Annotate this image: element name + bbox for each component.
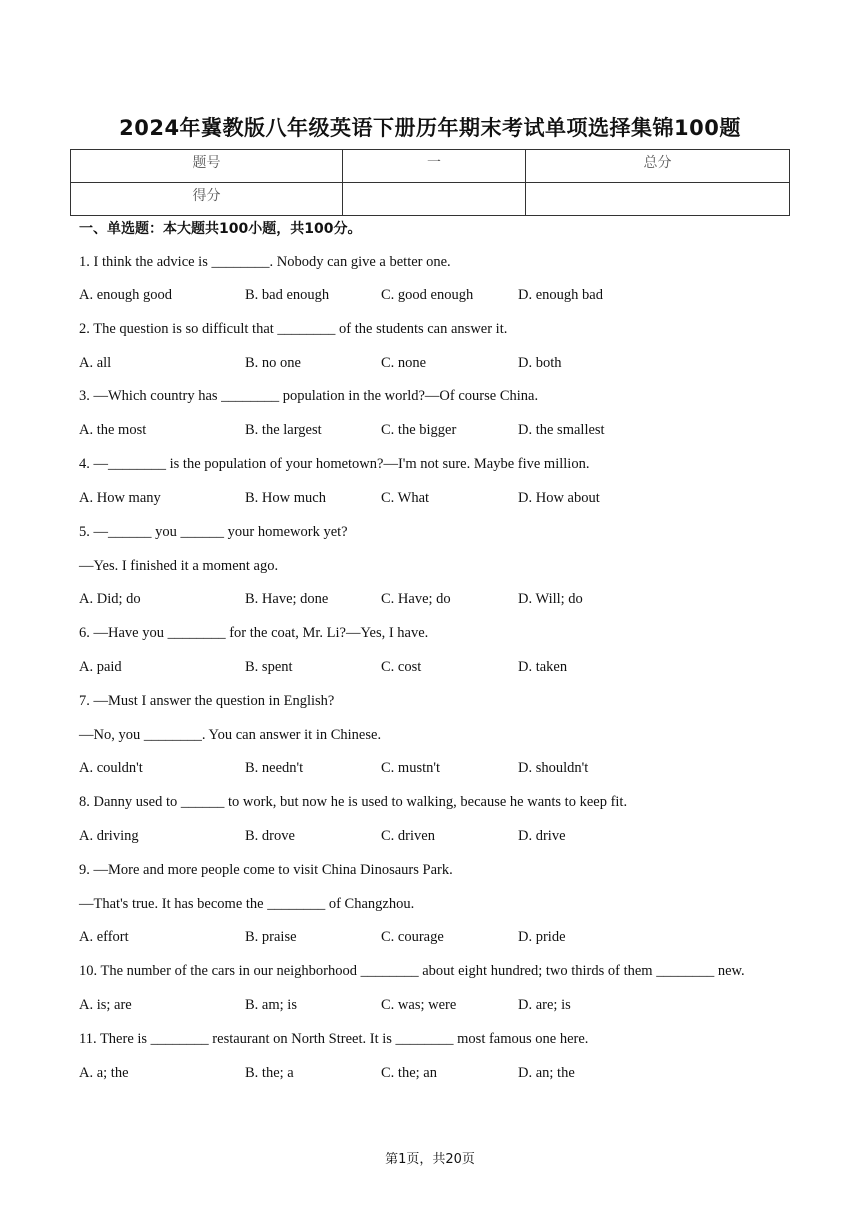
header-cell-question-number: 题号: [71, 150, 343, 183]
question-9-option-c: C. courage: [381, 929, 444, 945]
question-10-stem: 10. The number of the cars in our neighborhood ________ about eight hundred; two thirds of them ________ new.: [79, 963, 745, 979]
question-9-option-a: A. effort: [79, 929, 129, 945]
question-9-option-d: D. pride: [518, 929, 566, 945]
question-9-stem: 9. —More and more people come to visit China Dinosaurs Park.: [79, 862, 453, 878]
question-8-option-d: D. drive: [518, 828, 566, 844]
page-title: 2024年冀教版八年级英语下册历年期末考试单项选择集锦100题: [119, 116, 741, 140]
question-3-stem: 3. —Which country has ________ population in the world?—Of course China.: [79, 388, 539, 404]
question-5-stem-line-2: —Yes. I finished it a moment ago.: [79, 558, 279, 574]
question-11-option-a: A. a; the: [79, 1065, 129, 1081]
question-4-option-a: A. How many: [79, 490, 161, 506]
question-4-stem: 4. —________ is the population of your hometown?—I'm not sure. Maybe five million.: [79, 456, 590, 472]
question-4-option-d: D. How about: [518, 490, 600, 506]
question-6-option-a: A. paid: [79, 659, 122, 675]
page-footer: 第1页，共20页: [385, 1152, 475, 1167]
question-3-option-b: B. the largest: [245, 422, 322, 438]
question-1-stem: 1. I think the advice is ________. Nobody can give a better one.: [79, 254, 451, 270]
question-1-option-c: C. good enough: [381, 287, 474, 303]
question-10-option-b: B. am; is: [245, 997, 297, 1013]
question-3-option-d: D. the smallest: [518, 422, 605, 438]
question-5-stem: 5. —______ you ______ your homework yet?: [79, 524, 348, 540]
question-8-option-c: C. driven: [381, 828, 435, 844]
header-cell-total: 总分: [526, 150, 790, 183]
question-5-option-b: B. Have; done: [245, 591, 329, 607]
question-11-option-c: C. the; an: [381, 1065, 437, 1081]
question-4-option-b: B. How much: [245, 490, 326, 506]
question-3-option-a: A. the most: [79, 422, 147, 438]
question-11-stem: 11. There is ________ restaurant on North Street. It is ________ most famous one here.: [79, 1031, 589, 1047]
question-10-option-d: D. are; is: [518, 997, 571, 1013]
score-table-score-row: [71, 183, 790, 216]
question-3-option-c: C. the bigger: [381, 422, 457, 438]
question-6-stem: 6. —Have you ________ for the coat, Mr. Li?—Yes, I have.: [79, 625, 429, 641]
question-8-option-b: B. drove: [245, 828, 295, 844]
question-11-option-d: D. an; the: [518, 1065, 575, 1081]
question-4-option-c: C. What: [381, 490, 430, 506]
score-row-label: 得分: [71, 183, 343, 216]
score-table: [70, 149, 790, 216]
score-table-header-row: [71, 150, 790, 183]
question-9-option-b: B. praise: [245, 929, 297, 945]
question-2-option-c: C. none: [381, 355, 427, 371]
question-6-option-b: B. spent: [245, 659, 293, 675]
question-9-stem-line-2: —That's true. It has become the ________ of Changzhou.: [79, 896, 415, 912]
question-11-option-b: B. the; a: [245, 1065, 294, 1081]
question-1-option-b: B. bad enough: [245, 287, 330, 303]
question-7-option-c: C. mustn't: [381, 760, 441, 776]
question-5-option-d: D. Will; do: [518, 591, 583, 607]
score-cell-total: [526, 183, 790, 216]
question-2-option-d: D. both: [518, 355, 562, 371]
question-7-option-b: B. needn't: [245, 760, 304, 776]
question-10-option-a: A. is; are: [79, 997, 132, 1013]
header-cell-section-one: 一: [343, 150, 526, 183]
question-8-stem: 8. Danny used to ______ to work, but now he is used to walking, because he wants to keep fit.: [79, 794, 628, 810]
question-5-option-c: C. Have; do: [381, 591, 451, 607]
question-1-option-a: A. enough good: [79, 287, 173, 303]
section-heading: 一、单选题：本大题共100小题，共100分。: [79, 221, 362, 237]
question-1-option-d: D. enough bad: [518, 287, 603, 303]
question-6-option-c: C. cost: [381, 659, 422, 675]
question-2-option-a: A. all: [79, 355, 112, 371]
question-7-option-a: A. couldn't: [79, 760, 143, 776]
question-7-stem-line-2: —No, you ________. You can answer it in Chinese.: [79, 727, 382, 743]
question-5-option-a: A. Did; do: [79, 591, 141, 607]
question-2-stem: 2. The question is so difficult that ________ of the students can answer it.: [79, 321, 508, 337]
question-6-option-d: D. taken: [518, 659, 568, 675]
question-2-option-b: B. no one: [245, 355, 301, 371]
question-10-option-c: C. was; were: [381, 997, 457, 1013]
score-cell-section-one: [343, 183, 526, 216]
question-7-stem: 7. —Must I answer the question in English?: [79, 693, 335, 709]
question-7-option-d: D. shouldn't: [518, 760, 589, 776]
question-8-option-a: A. driving: [79, 828, 139, 844]
